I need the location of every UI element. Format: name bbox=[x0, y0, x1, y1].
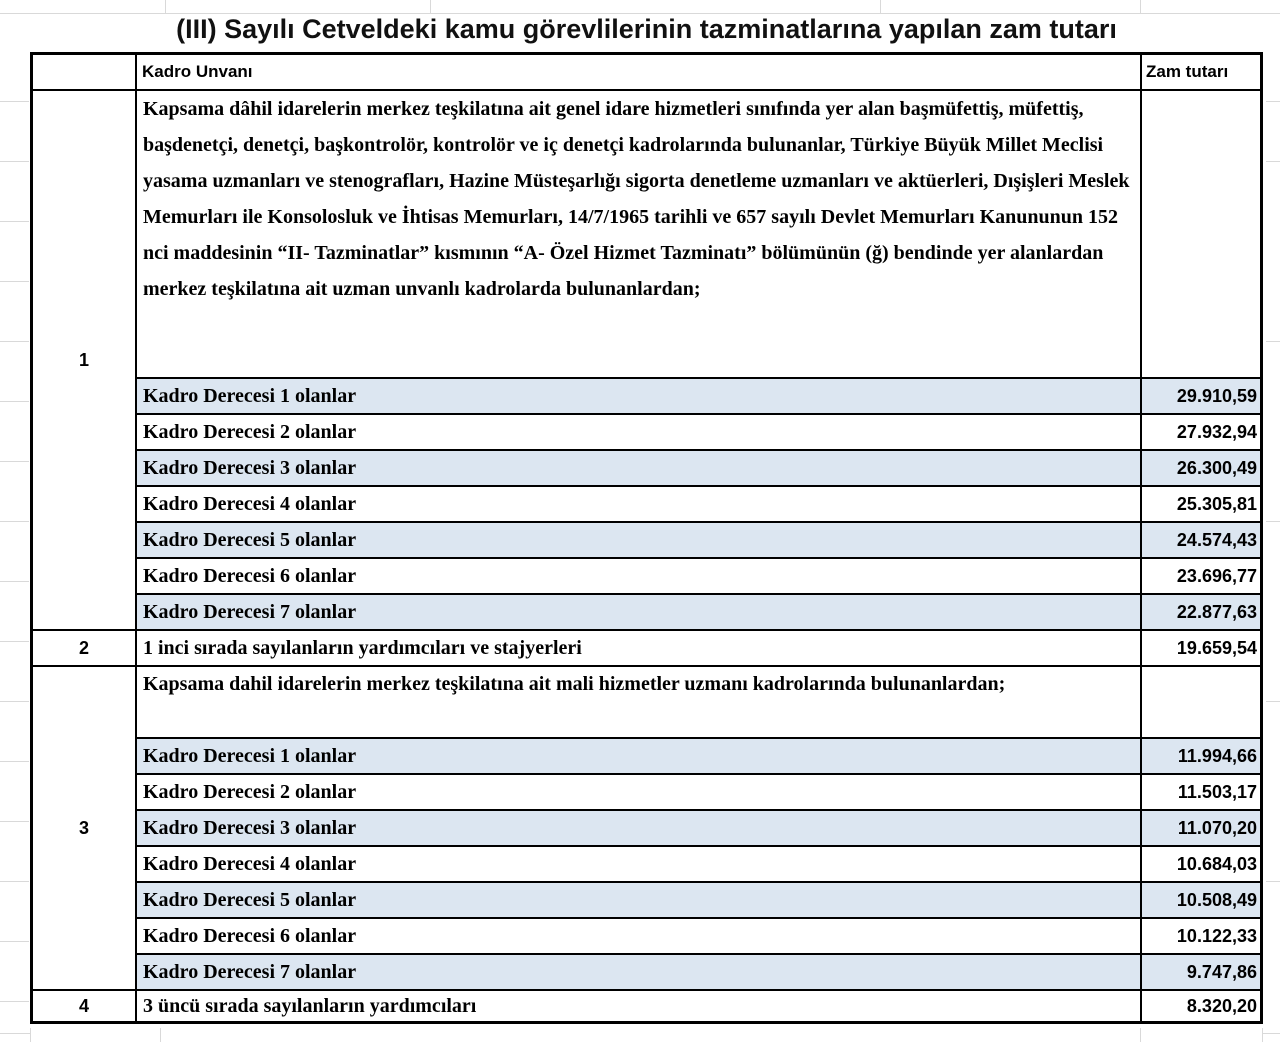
row-value-cell bbox=[1140, 667, 1260, 737]
table-row bbox=[137, 485, 1260, 521]
header-zam-tutari: Zam tutarı bbox=[1140, 55, 1260, 89]
row-intro-text: Kapsama dahil idarelerin merkez teşkilatına ait mali hizmetler uzmanı kadrolarında bulunanlardan; bbox=[143, 673, 1006, 695]
row-label-cell: Kadro Derecesi 7 olanlar bbox=[143, 600, 357, 623]
row-no-cell: 2 bbox=[33, 631, 137, 665]
table-section-1 bbox=[33, 91, 1260, 629]
row-label-cell: Kadro Derecesi 5 olanlar bbox=[143, 528, 357, 551]
row-label-cell: Kadro Derecesi 3 olanlar bbox=[143, 816, 357, 839]
row-intro-text: Kapsama dâhil idarelerin merkez teşkilatına ait genel idare hizmetleri sınıfında yer alan başmüfettiş, müfettiş, başdenetçi, denetçi, başkontrolör, kontrolör ve iç denetçi kadrolarında bulunanlar, Türkiye Büyük Millet Meclisi yasama uzmanları ve stenografları, Hazine Müsteşarlığı sigorta denetleme uzmanları ve aktüerleri, Dışişleri Meslek Memurları ile Konsolosluk ve İhtisas Memurları, 14/7/1965 tarihli ve 657 sayılı Devlet Memurları Kanununun 152 nci maddesinin “II- Tazminatlar” kısmının “A- Özel Hizmet Tazminatı” bölümünün (ğ) bendinde yer alanlardan merkez teşkilatına ait uzman unvanlı kadrolarda bulunanlardan; bbox=[143, 98, 1130, 300]
row-value-cell: 26.300,49 bbox=[1140, 451, 1260, 485]
row-label-cell: Kadro Derecesi 2 olanlar bbox=[143, 780, 357, 803]
row-value-cell: 11.994,66 bbox=[1140, 739, 1260, 773]
row-label-cell: Kadro Derecesi 7 olanlar bbox=[143, 960, 357, 983]
header-row-number-cell bbox=[33, 55, 137, 89]
table-row bbox=[137, 557, 1260, 593]
row-label-cell: Kadro Derecesi 6 olanlar bbox=[143, 924, 357, 947]
table-row bbox=[137, 449, 1260, 485]
row-value-cell: 11.070,20 bbox=[1140, 811, 1260, 845]
row-label-cell: Kadro Derecesi 2 olanlar bbox=[143, 420, 357, 443]
row-no-cell: 1 bbox=[33, 91, 137, 629]
table-row bbox=[137, 521, 1260, 557]
row-value-cell: 25.305,81 bbox=[1140, 487, 1260, 521]
header-kadro-unvani: Kadro Unvanı bbox=[142, 62, 253, 81]
row-label-cell: Kadro Derecesi 5 olanlar bbox=[143, 888, 357, 911]
compensation-table bbox=[30, 52, 1263, 1024]
table-row bbox=[137, 773, 1260, 809]
table-header-row bbox=[33, 55, 1260, 91]
table-section-3 bbox=[33, 665, 1260, 989]
row-value-cell: 9.747,86 bbox=[1140, 955, 1260, 989]
row-value-cell: 10.684,03 bbox=[1140, 847, 1260, 881]
table-row bbox=[137, 413, 1260, 449]
row-label-cell: Kadro Derecesi 1 olanlar bbox=[143, 384, 357, 407]
row-value-cell: 22.877,63 bbox=[1140, 595, 1260, 629]
table-section-4 bbox=[33, 989, 1260, 1021]
row-value-cell: 23.696,77 bbox=[1140, 559, 1260, 593]
table-row bbox=[137, 737, 1260, 773]
row-no-cell: 3 bbox=[33, 667, 137, 989]
table-row bbox=[137, 845, 1260, 881]
table-row bbox=[137, 377, 1260, 413]
row-value-cell: 10.508,49 bbox=[1140, 883, 1260, 917]
row-value-cell: 11.503,17 bbox=[1140, 775, 1260, 809]
row-value-cell: 27.932,94 bbox=[1140, 415, 1260, 449]
table-row bbox=[137, 953, 1260, 989]
row-no-cell: 4 bbox=[33, 991, 137, 1021]
row-label-cell: Kadro Derecesi 4 olanlar bbox=[143, 852, 357, 875]
table-row bbox=[137, 881, 1260, 917]
table-row bbox=[137, 593, 1260, 629]
row-label-cell: Kadro Derecesi 1 olanlar bbox=[143, 744, 357, 767]
row-value-cell: 8.320,20 bbox=[1140, 991, 1260, 1021]
row-label-cell: Kadro Derecesi 4 olanlar bbox=[143, 492, 357, 515]
row-label-cell: Kadro Derecesi 3 olanlar bbox=[143, 456, 357, 479]
row-value-cell: 24.574,43 bbox=[1140, 523, 1260, 557]
table-row bbox=[137, 631, 1260, 665]
row-value-cell: 10.122,33 bbox=[1140, 919, 1260, 953]
table-section-2 bbox=[33, 629, 1260, 665]
table-row bbox=[137, 991, 1260, 1021]
row-value-cell: 19.659,54 bbox=[1140, 631, 1260, 665]
table-row bbox=[137, 91, 1260, 377]
table-row bbox=[137, 809, 1260, 845]
page-title: (III) Sayılı Cetveldeki kamu görevlilerinin tazminatlarına yapılan zam tutarı bbox=[176, 14, 1117, 44]
row-label-cell: 3 üncü sırada sayılanların yardımcıları bbox=[143, 994, 477, 1017]
row-label-cell: Kadro Derecesi 6 olanlar bbox=[143, 564, 357, 587]
row-label-cell: 1 inci sırada sayılanların yardımcıları ve stajyerleri bbox=[143, 636, 582, 659]
table-row bbox=[137, 917, 1260, 953]
row-value-cell bbox=[1140, 91, 1260, 377]
row-value-cell: 29.910,59 bbox=[1140, 379, 1260, 413]
table-row bbox=[137, 667, 1260, 737]
